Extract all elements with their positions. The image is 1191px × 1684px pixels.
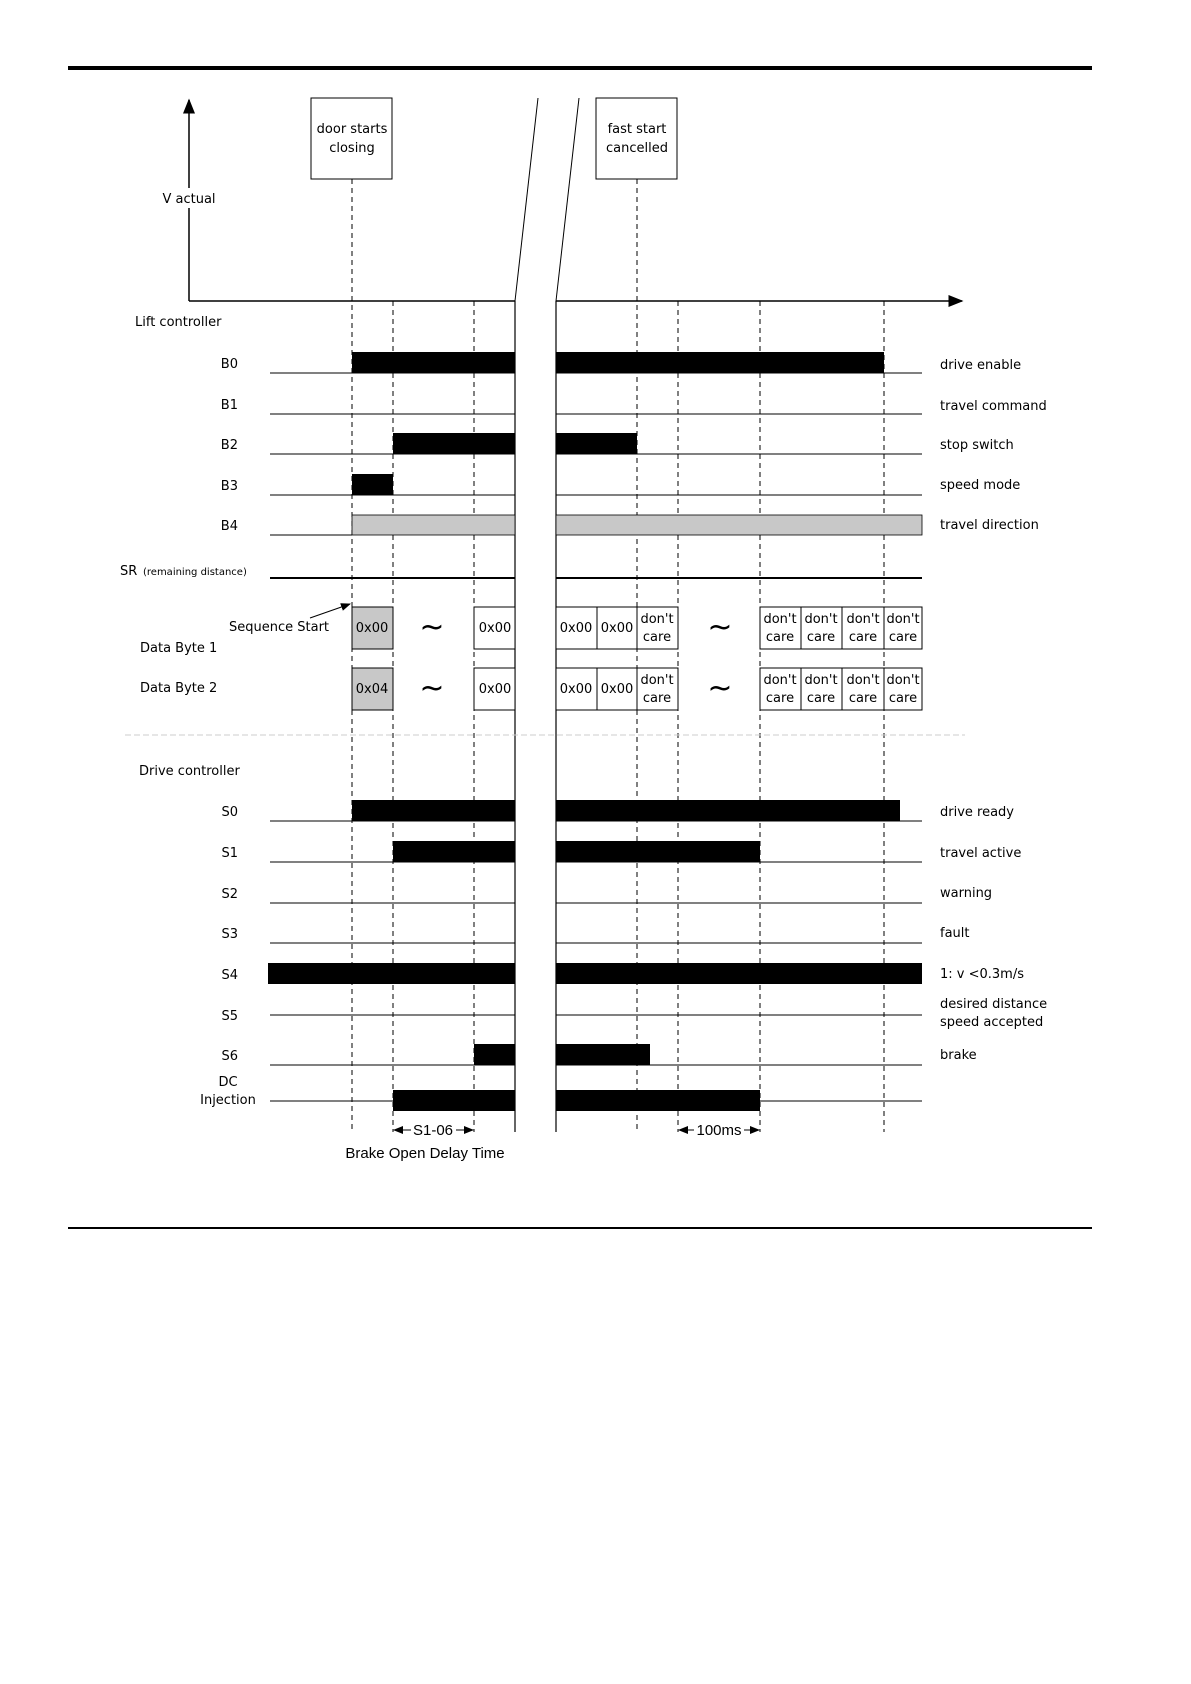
data-byte-1-cells bbox=[352, 607, 922, 649]
signal-label: S5 bbox=[221, 1009, 238, 1024]
signal-label-line2: Injection bbox=[200, 1093, 256, 1108]
signal-description: fault bbox=[940, 926, 970, 941]
door-starts-closing-box bbox=[311, 98, 392, 179]
signal-description: drive enable bbox=[940, 358, 1022, 373]
signal-S5 bbox=[221, 997, 1047, 1030]
signal-label: B4 bbox=[220, 519, 238, 534]
signal-description: warning bbox=[940, 886, 993, 901]
data-byte-2-cells bbox=[352, 668, 922, 710]
data-byte-2-label: Data Byte 2 bbox=[140, 681, 218, 696]
signal-description: 1: v <0.3m/s bbox=[940, 967, 1024, 982]
lift-controller-label: Lift controller bbox=[135, 315, 222, 330]
signal-S2 bbox=[221, 886, 992, 903]
data-cell-text: don't care bbox=[640, 673, 674, 706]
signal-label-line1: DC bbox=[218, 1075, 238, 1090]
signal-description: drive ready bbox=[940, 805, 1015, 820]
signal-active-bar bbox=[474, 1044, 515, 1065]
signal-S1 bbox=[221, 841, 1021, 862]
signal-B2 bbox=[221, 433, 1014, 454]
data-cell-text: don't care bbox=[886, 673, 920, 706]
time-markers bbox=[352, 179, 884, 1132]
data-cell-text: don't care bbox=[804, 612, 838, 645]
tilde-gap-left: ~ bbox=[419, 671, 445, 706]
data-cell-text: 0x00 bbox=[355, 621, 389, 636]
signal-description-line2: speed accepted bbox=[940, 1015, 1044, 1030]
signal-active-bar bbox=[556, 352, 884, 373]
door-starts-closing-line2: closing bbox=[329, 141, 375, 156]
signal-shaded-bar bbox=[556, 515, 922, 535]
signal-description: brake bbox=[940, 1048, 977, 1063]
tilde-gap-left: ~ bbox=[419, 610, 445, 645]
data-cell-text: 0x00 bbox=[478, 621, 512, 636]
drive-controller-label: Drive controller bbox=[139, 764, 240, 779]
s1-06-dimension bbox=[345, 1122, 504, 1162]
signal-active-bar bbox=[352, 352, 515, 373]
signal-S6 bbox=[221, 1044, 976, 1065]
data-cell-text: don't care bbox=[846, 673, 880, 706]
signal-description-line1: desired distance bbox=[940, 997, 1048, 1012]
signal-B1 bbox=[221, 398, 1047, 414]
signal-active-bar bbox=[352, 800, 515, 821]
data-cell-text: 0x04 bbox=[355, 682, 389, 697]
s1-06-label: S1-06 bbox=[412, 1122, 454, 1139]
break-line-left bbox=[515, 98, 538, 301]
data-cell-text: don't care bbox=[886, 612, 920, 645]
signal-active-bar bbox=[393, 1090, 515, 1111]
sequence-start-arrow bbox=[310, 604, 350, 618]
signal-active-bar bbox=[393, 841, 515, 862]
data-cell-text: 0x00 bbox=[600, 682, 634, 697]
tilde-gap-right: ~ bbox=[707, 610, 733, 645]
data-cell-text: 0x00 bbox=[559, 682, 593, 697]
signal-description: travel command bbox=[940, 399, 1047, 414]
signal-label: B3 bbox=[220, 479, 238, 494]
signal-S4 bbox=[221, 963, 1024, 984]
signal-description: stop switch bbox=[940, 438, 1014, 453]
signal-active-bar bbox=[556, 841, 760, 862]
signal-DC-injection bbox=[200, 1075, 922, 1111]
brake-open-delay-label: Brake Open Delay Time bbox=[345, 1145, 505, 1162]
signal-label: S6 bbox=[221, 1049, 238, 1064]
data-cell-text: don't care bbox=[763, 673, 797, 706]
signal-label: S2 bbox=[221, 887, 238, 902]
tilde-gap-right: ~ bbox=[707, 671, 733, 706]
data-cell-text: 0x00 bbox=[600, 621, 634, 636]
door-starts-closing-line1: door starts bbox=[316, 122, 388, 137]
data-byte-1-label: Data Byte 1 bbox=[140, 641, 218, 656]
signal-label: S3 bbox=[221, 927, 238, 942]
t100ms-dimension bbox=[679, 1122, 759, 1139]
signal-label: B1 bbox=[220, 398, 238, 413]
signal-label: S0 bbox=[221, 805, 238, 820]
signal-B3 bbox=[221, 474, 1020, 495]
signal-S3 bbox=[221, 926, 969, 943]
data-cell-text: don't care bbox=[640, 612, 674, 645]
sr-sublabel: (remaining distance) bbox=[143, 567, 247, 578]
signal-label: B0 bbox=[220, 357, 238, 372]
v-actual-label: V actual bbox=[162, 192, 216, 207]
break-line-right bbox=[556, 98, 579, 301]
signal-active-bar bbox=[556, 800, 900, 821]
signal-description: travel active bbox=[940, 846, 1022, 861]
fast-start-cancelled-box bbox=[596, 98, 677, 179]
signal-B0 bbox=[221, 352, 1021, 373]
signal-description: travel direction bbox=[940, 518, 1039, 533]
signal-description: speed mode bbox=[940, 478, 1021, 493]
data-cell-text: 0x00 bbox=[478, 682, 512, 697]
t100ms-label: 100ms bbox=[696, 1122, 742, 1139]
signal-active-bar bbox=[352, 474, 393, 495]
signal-shaded-bar bbox=[352, 515, 515, 535]
signal-S0 bbox=[221, 800, 1014, 821]
data-cell-text: don't care bbox=[804, 673, 838, 706]
data-cell-text: 0x00 bbox=[559, 621, 593, 636]
signal-active-bar bbox=[556, 963, 922, 984]
fast-start-cancelled-line1: fast start bbox=[607, 122, 667, 137]
signal-active-bar bbox=[268, 963, 515, 984]
signal-label: S4 bbox=[221, 968, 238, 983]
signal-active-bar bbox=[556, 1090, 760, 1111]
signal-active-bar bbox=[393, 433, 515, 454]
signal-label: S1 bbox=[221, 846, 238, 861]
data-cell-text: don't care bbox=[846, 612, 880, 645]
sr-label: SR bbox=[120, 564, 138, 579]
signal-active-bar bbox=[556, 433, 637, 454]
signal-active-bar bbox=[556, 1044, 650, 1065]
signal-SR bbox=[120, 564, 922, 579]
data-cell-text: don't care bbox=[763, 612, 797, 645]
signal-B4 bbox=[221, 515, 1039, 535]
signal-label: B2 bbox=[220, 438, 238, 453]
fast-start-cancelled-line2: cancelled bbox=[606, 141, 668, 156]
sequence-start-label: Sequence Start bbox=[229, 620, 330, 635]
